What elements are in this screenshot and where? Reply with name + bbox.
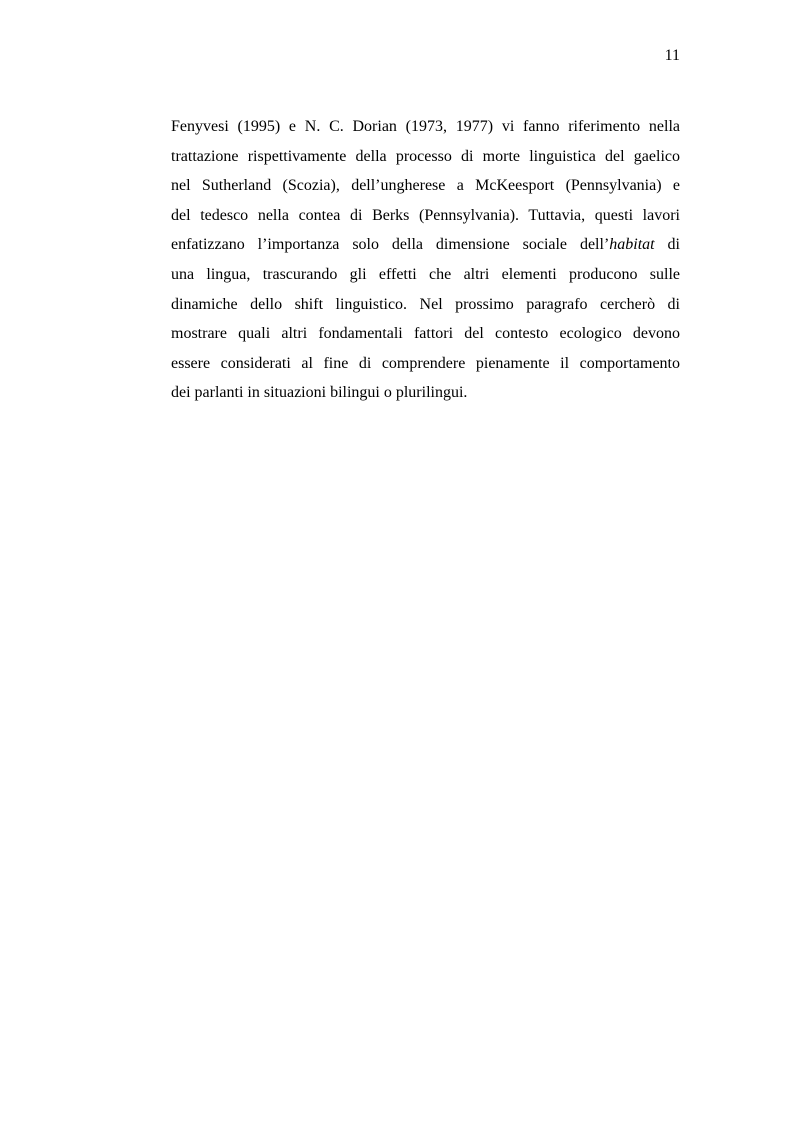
line-text-post: di <box>654 236 680 254</box>
paragraph-line: trattazione rispettivamente della processo di morte linguistica del gaelico <box>171 147 680 165</box>
line-text-pre: enfatizzano l’importanza solo della dimensione sociale dell’ <box>171 236 610 254</box>
paragraph-line: essere considerati al fine di comprendere pienamente il comportamento <box>171 354 680 372</box>
italic-term: habitat <box>609 236 655 254</box>
paragraph-line: dei parlanti in situazioni bilingui o plurilingui. <box>171 384 468 402</box>
paragraph-line: nel Sutherland (Scozia), dell’ungherese a McKeesport (Pennsylvania) e <box>171 177 680 195</box>
body-paragraph <box>171 112 680 408</box>
paragraph-line: dinamiche dello shift linguistico. Nel prossimo paragrafo cercherò di <box>171 295 680 313</box>
page-number: 11 <box>664 47 680 64</box>
paragraph-line: mostrare quali altri fondamentali fattori del contesto ecologico devono <box>171 325 680 343</box>
paragraph-line: del tedesco nella contea di Berks (Pennsylvania). Tuttavia, questi lavori <box>171 206 680 224</box>
paragraph-line-with-italic <box>171 230 680 260</box>
paragraph-line: Fenyvesi (1995) e N. C. Dorian (1973, 1977) vi fanno riferimento nella <box>171 118 680 135</box>
paragraph-line: una lingua, trascurando gli effetti che altri elementi producono sulle <box>171 265 680 283</box>
